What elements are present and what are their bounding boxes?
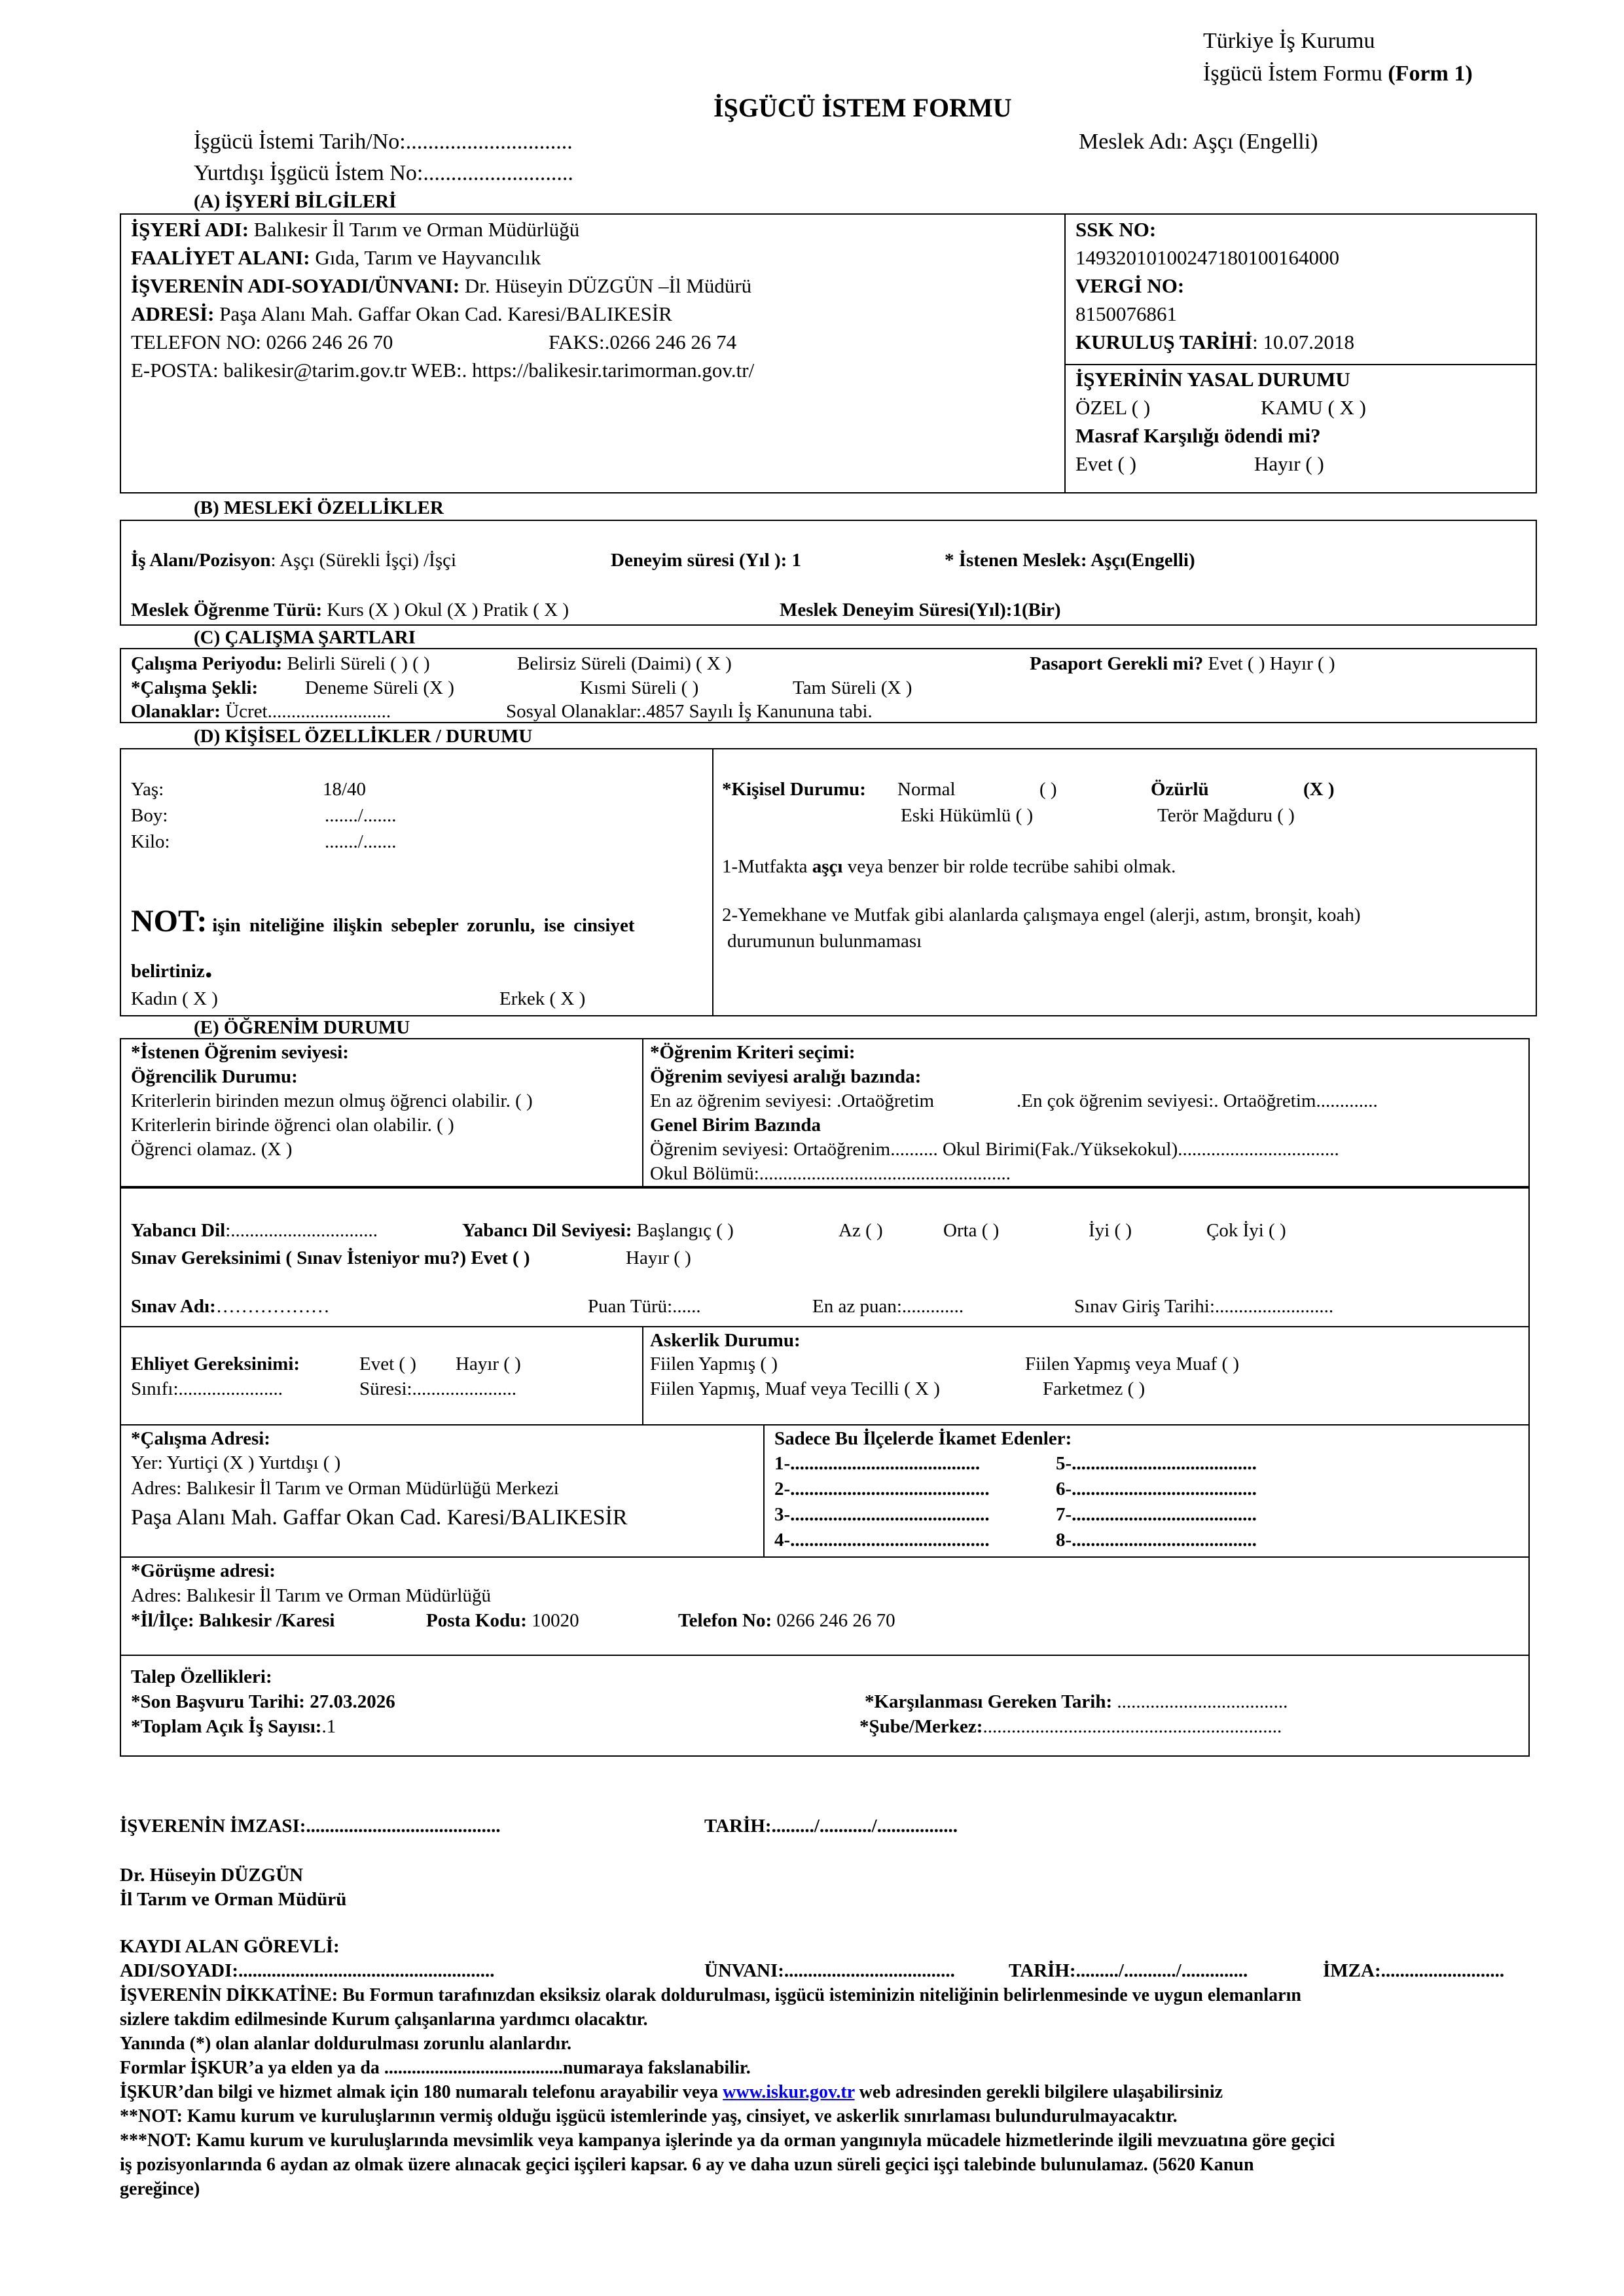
sinav-adi-row: Sınav Adı:………………	[131, 1296, 330, 1317]
ozurlu-checkbox[interactable]: (X )	[1303, 779, 1335, 800]
acik-is-row: *Toplam Açık İş Sayısı:.1	[131, 1716, 336, 1737]
is-alani-row: İş Alanı/Pozisyon: Aşçı (Sürekli İşçi) /İşçi	[131, 550, 457, 571]
pasaport-row: Pasaport Gerekli mi? Evet ( ) Hayır ( )	[1030, 653, 1335, 674]
section-e-title: (E) ÖĞRENİM DURUMU	[194, 1017, 410, 1038]
kilo-value: ......./.......	[325, 831, 397, 852]
section-a-divider	[1064, 213, 1066, 493]
gorevli-tarih: TARİH:........./.........../..............	[1009, 1960, 1248, 1981]
askerlik-muaf[interactable]: Fiilen Yapmış veya Muaf ( )	[1025, 1354, 1240, 1374]
faaliyet-alani: Gıda, Tarım ve Hayvancılık	[315, 246, 541, 269]
pasaport-options[interactable]: Evet ( ) Hayır ( )	[1208, 653, 1335, 674]
en-cok-seviye: .En çok öğrenim seviyesi:. Ortaöğretim.............	[1017, 1090, 1378, 1111]
gorevli-imza: İMZA:..........................	[1323, 1960, 1505, 1981]
ogrenme-row: Meslek Öğrenme Türü: Kurs (X ) Okul (X ) Pratik ( X )	[131, 600, 569, 620]
ilce-item: 4-..........................................	[774, 1530, 990, 1551]
dil-orta[interactable]: Orta ( )	[943, 1220, 1000, 1241]
normal-checkbox[interactable]: ( )	[1039, 779, 1057, 800]
ehliyet-top-line	[120, 1326, 1530, 1327]
isyeri-adi-row: İŞYERİ ADI: Balıkesir İl Tarım ve Orman Müdürlüğü	[131, 218, 580, 241]
ehliyet-hayir[interactable]: Hayır ( )	[456, 1354, 521, 1374]
son-basvuru-tarihi: *Son Başvuru Tarihi: 27.03.2026	[131, 1691, 395, 1712]
yasal-divider	[1064, 364, 1537, 365]
karsilanma-tarihi: ....................................	[1112, 1691, 1288, 1712]
section-d-title: (D) KİŞİSEL ÖZELLİKLER / DURUMU	[194, 726, 533, 747]
isveren-imzasi: İŞVERENİN İMZASI:.........................................	[120, 1816, 501, 1837]
sube-row: *Şube/Merkez:...............................................................	[859, 1716, 1282, 1737]
ilce-item: 1-........................................	[774, 1453, 981, 1474]
is-alani: : Aşçı (Sürekli İşçi) /İşçi	[270, 550, 457, 571]
requirement-2-cont: durumunun bulunmaması	[727, 931, 922, 952]
deneme-sureli[interactable]: Deneme Süreli (X )	[305, 677, 454, 698]
en-az-puan: En az puan:.............	[812, 1296, 964, 1317]
istenen-meslek: * İstenen Meslek: Aşçı(Engelli)	[945, 550, 1195, 571]
ogrencilik-label: Öğrencilik Durumu:	[131, 1066, 298, 1087]
imza-unvan: İl Tarım ve Orman Müdürü	[120, 1889, 347, 1910]
ogrenim-divider	[642, 1038, 643, 1187]
il-ilce: *İl/İlçe: Balıkesir /Karesi	[131, 1610, 335, 1631]
okul-bolumu: Okul Bölümü:.....................................................	[650, 1163, 1011, 1184]
isyeri-adi: Balıkesir İl Tarım ve Orman Müdürlüğü	[253, 218, 580, 241]
gorusme-telefon: 0266 246 26 70	[772, 1610, 895, 1631]
posta-kodu-row: Posta Kodu: 10020	[426, 1610, 579, 1631]
istenen-seviye-label: *İstenen Öğrenim seviyesi:	[131, 1042, 349, 1063]
boy-label: Boy:	[131, 805, 168, 826]
vergi-row: VERGİ NO:	[1075, 274, 1185, 297]
kriter-secimi-label: *Öğrenim Kriteri seçimi:	[650, 1042, 856, 1063]
sinav-giris-tarihi: Sınav Giriş Tarihi:.........................	[1074, 1296, 1334, 1317]
ilce-item: 2-..........................................	[774, 1479, 990, 1499]
page-title: İŞGÜCÜ İSTEM FORMU	[713, 93, 1012, 122]
dil-cok-iyi[interactable]: Çok İyi ( )	[1206, 1220, 1286, 1241]
zorunlu-alanlar-note: Yanında (*) olan alanlar doldurulması zorunlu alanlardır.	[120, 2034, 572, 2054]
periyot-row: Çalışma Periyodu: Belirli Süreli ( ) ( )	[131, 653, 430, 674]
section-c-title: (C) ÇALIŞMA ŞARTLARI	[194, 627, 416, 648]
sinav-hayir[interactable]: Hayır ( )	[626, 1247, 691, 1268]
teror-magduru-checkbox[interactable]: Terör Mağduru ( )	[1157, 805, 1295, 826]
olanaklar-row: Olanaklar: Ücret..........................	[131, 701, 391, 722]
form-name-text: İşgücü İstem Formu	[1203, 62, 1382, 86]
imza-tarihi: TARİH:........./.........../.................	[704, 1816, 958, 1837]
iskur-link[interactable]: www.iskur.gov.tr	[723, 2082, 855, 2102]
not-heading: NOT:	[131, 904, 208, 939]
kadin-checkbox[interactable]: Kadın ( X )	[131, 988, 218, 1009]
sinav-gereksinimi[interactable]: Sınav Gereksinimi ( Sınav İsteniyor mu?) Evet ( )	[131, 1247, 530, 1268]
puan-turu: Puan Türü:......	[588, 1296, 701, 1317]
ssk-label: SSK NO:	[1075, 218, 1157, 241]
askerlik-fiilen[interactable]: Fiilen Yapmış ( )	[650, 1354, 778, 1374]
adres-top-line	[120, 1424, 1530, 1426]
cinsiyet-not	[131, 902, 635, 941]
section-a-title: (A) İŞYERİ BİLGİLERİ	[194, 191, 397, 212]
ilce-list-left	[774, 1451, 990, 1553]
askerlik-tecilli[interactable]: Fiilen Yapmış, Muaf veya Tecilli ( X )	[650, 1378, 940, 1399]
eski-hukumlu-checkbox[interactable]: Eski Hükümlü ( )	[901, 805, 1034, 826]
dil-baslangic[interactable]: Başlangıç ( )	[636, 1220, 734, 1241]
masraf-hayir-checkbox[interactable]: Hayır ( )	[1254, 452, 1324, 475]
kilo-label: Kilo:	[131, 831, 170, 852]
kisisel-durum-label: *Kişisel Durumu:	[722, 779, 866, 800]
askerlik-label: Askerlik Durumu:	[650, 1330, 801, 1351]
sinav-adi: ………………	[215, 1296, 330, 1317]
telefon-no: TELEFON NO: 0266 246 26 70	[131, 331, 393, 353]
genel-birim-label: Genel Birim Bazında	[650, 1115, 821, 1136]
ucret: Ücret..........................	[225, 701, 391, 722]
ilce-item: 6-.......................................	[1056, 1479, 1257, 1499]
ogrenim-seviyesi: Öğrenim seviyesi: Ortaöğrenim.......... Okul Birimi(Fak./Yüksekokul)..................................	[650, 1139, 1339, 1160]
talep-top-line	[120, 1655, 1530, 1656]
yabanci-dil: :...............................	[225, 1220, 378, 1241]
iskur-note: İŞKUR’dan bilgi ve hizmet almak için 180 numaralı telefonu arayabilir veya www.iskur.gov.tr web adresinden gerekli bilgilere ulaşabilirsiniz	[120, 2082, 1223, 2102]
erkek-checkbox[interactable]: Erkek ( X )	[499, 988, 586, 1009]
ilce-item: 5-.......................................	[1056, 1453, 1257, 1474]
section-b-title: (B) MESLEKİ ÖZELLİKLER	[194, 497, 444, 518]
faaliyet-row: FAALİYET ALANI: Gıda, Tarım ve Hayvancılık	[131, 246, 541, 269]
masraf-evet-checkbox[interactable]: Evet ( )	[1075, 452, 1136, 475]
dil-seviye-row: Yabancı Dil Seviyesi: Başlangıç ( )	[462, 1220, 734, 1241]
faks-note: Formlar İŞKUR’a ya elden ya da .......................................numaraya fakslanabilir.	[120, 2058, 751, 2078]
kismi-sureli[interactable]: Kısmi Süreli ( )	[580, 677, 699, 698]
belirtiniz-row: belirtiniz.	[131, 950, 213, 984]
calisma-adres-1: Adres: Balıkesir İl Tarım ve Orman Müdürlüğü Merkezi	[131, 1478, 559, 1499]
kriter-mezun[interactable]: Kriterlerin birinden mezun olmuş öğrenci olabilir. ( )	[131, 1090, 533, 1111]
isyeri-adresi: Paşa Alanı Mah. Gaffar Okan Cad. Karesi/BALIKESİR	[219, 302, 672, 325]
kriter-ogrenci-olamaz[interactable]: Öğrenci olamaz. (X )	[131, 1139, 293, 1160]
posta-kodu: 10020	[526, 1610, 579, 1631]
ilce-item: 8-.......................................	[1056, 1530, 1257, 1551]
calisma-adres-2: Paşa Alanı Mah. Gaffar Okan Cad. Karesi/BALIKESİR	[131, 1505, 628, 1530]
istem-tarih-no: İşgücü İstemi Tarih/No:..............................	[194, 130, 573, 154]
isveren-adi: Dr. Hüseyin DÜZGÜN –İl Müdürü	[464, 274, 752, 297]
dikkat-line-2: sizlere takdim edilmesinde Kurum çalışanlarına yardımcı olacaktır.	[120, 2009, 648, 2030]
faks-no: FAKS:.0266 246 26 74	[549, 331, 737, 353]
ehliyet-evet[interactable]: Evet ( )	[359, 1354, 416, 1374]
kurulus-tarihi: : 10.07.2018	[1252, 331, 1355, 353]
not-gecici-1: ***NOT: Kamu kurum ve kuruluşlarında mevsimlik veya kampanya işlerinde ya da orman yangınıyla mücadele hizmetlerinde ilgili mevzuatına göre geçici	[120, 2130, 1335, 2151]
gorusme-telefon-row: Telefon No: 0266 246 26 70	[678, 1610, 895, 1631]
ogrenme-turu[interactable]: Kurs (X ) Okul (X ) Pratik ( X )	[327, 600, 569, 620]
belirli-sureli[interactable]: Belirli Süreli ( ) ( )	[287, 653, 430, 674]
talep-label: Talep Özellikleri:	[131, 1666, 272, 1687]
ehliyet-sinifi: Sınıfı:......................	[131, 1378, 283, 1399]
sube-merkez: ...............................................................	[983, 1716, 1282, 1737]
gorevli-unvani: ÜNVANI:....................................	[704, 1960, 955, 1981]
ozurlu-label: Özürlü	[1151, 779, 1209, 800]
calisma-adresi-label: *Çalışma Adresi:	[131, 1428, 270, 1449]
yabanci-dil-row: Yabancı Dil:...............................	[131, 1220, 378, 1241]
ehliyet-suresi: Süresi:......................	[359, 1378, 517, 1399]
tam-sureli[interactable]: Tam Süreli (X )	[793, 677, 912, 698]
ozel-checkbox[interactable]: ÖZEL ( )	[1075, 396, 1151, 419]
masraf-label: Masraf Karşılığı ödendi mi?	[1075, 424, 1321, 447]
ilce-item: 7-.......................................	[1056, 1504, 1257, 1525]
ilce-list-right	[1056, 1451, 1257, 1553]
agency-name: Türkiye İş Kurumu	[1203, 29, 1375, 53]
form-name	[1203, 60, 1473, 88]
gorusme-top-line	[120, 1556, 1530, 1558]
eposta-web: E-POSTA: balikesir@tarim.gov.tr WEB:. https://balikesir.tarimorman.gov.tr/	[131, 359, 755, 382]
ehliyet-divider	[642, 1326, 643, 1424]
ssk-no: 149320101002471801001640​00	[1075, 246, 1339, 269]
section-d-divider	[712, 748, 713, 1016]
adres-divider	[763, 1424, 765, 1556]
aralik-label: Öğrenim seviyesi aralığı bazında:	[650, 1066, 922, 1087]
normal-label: Normal	[897, 779, 956, 800]
acik-is-sayisi: .1	[321, 1716, 336, 1737]
vergi-no: 8150076861	[1075, 302, 1177, 325]
requirement-2: 2-Yemekhane ve Mutfak gibi alanlarda çalışmaya engel (alerji, astım, bronşit, koah)	[722, 905, 1361, 925]
boy-value: ......./.......	[325, 805, 397, 826]
isveren-row: İŞVERENİN ADI-SOYADI/ÜNVANI: Dr. Hüseyin DÜZGÜN –İl Müdürü	[131, 274, 752, 297]
kriter-ogrenci[interactable]: Kriterlerin birinde öğrenci olan olabilir. ( )	[131, 1115, 454, 1136]
yas-label: Yaş:	[131, 779, 164, 800]
deneyim-suresi: Deneyim süresi (Yıl ): 1	[611, 550, 802, 571]
ehliyet-label: Ehliyet Gereksinimi:	[131, 1354, 300, 1374]
yas-value: 18/40	[323, 779, 367, 800]
gorusme-adres: Adres: Balıkesir İl Tarım ve Orman Müdürlüğü	[131, 1585, 491, 1606]
belirsiz-sureli[interactable]: Belirsiz Süreli (Daimi) ( X )	[517, 653, 732, 674]
ilce-item: 3-..........................................	[774, 1504, 990, 1525]
meslek-deneyim-suresi: Meslek Deneyim Süresi(Yıl):1(Bir)	[780, 600, 1061, 620]
kamu-checkbox[interactable]: KAMU ( X )	[1261, 396, 1367, 419]
yasal-durum-label: İŞYERİNİN YASAL DURUMU	[1075, 368, 1350, 391]
dikkat-line-1: İŞVERENİN DİKKATİNE: Bu Formun tarafınızdan eksiksiz olarak doldurulması, işgücü isteminizin niteliğinin belirlenmesinde ve uygun elemanların	[120, 1985, 1301, 2005]
gorusme-label: *Görüşme adresi:	[131, 1560, 276, 1581]
requirement-1: 1-Mutfakta aşçı veya benzer bir rolde tecrübe sahibi olmak.	[722, 856, 1176, 877]
dil-iyi[interactable]: İyi ( )	[1089, 1220, 1132, 1241]
not-text: işin niteliğine ilişkin sebepler zorunlu, ise cinsiyet	[212, 915, 635, 936]
sosyal-olanaklar: Sosyal Olanaklar:.4857 Sayılı İş Kanununa tabi.	[506, 701, 873, 722]
askerlik-farketmez[interactable]: Farketmez ( )	[1043, 1378, 1146, 1399]
form-code: (Form 1)	[1388, 62, 1473, 86]
yer-options[interactable]: Yer: Yurtiçi (X ) Yurtdışı ( )	[131, 1452, 341, 1473]
gorevli-adi-soyadi: ADI/SOYADI:......................................................	[120, 1960, 495, 1981]
ikamet-label: Sadece Bu İlçelerde İkamet Edenler:	[774, 1428, 1072, 1449]
calisma-sekli-label: *Çalışma Şekli:	[131, 677, 259, 698]
kaydi-alan-label: KAYDI ALAN GÖREVLİ:	[120, 1936, 340, 1957]
kurulus-row: KURULUŞ TARİHİ: 10.07.2018	[1075, 331, 1355, 353]
en-az-seviye: En az öğrenim seviyesi: .Ortaöğretim	[650, 1090, 935, 1111]
dil-az[interactable]: Az ( )	[839, 1220, 883, 1241]
karsilanma-row: *Karşılanması Gereken Tarih: ....................................	[865, 1691, 1288, 1712]
not-gecici-2: iş pozisyonlarında 6 aydan az olmak üzere alınacak geçici işçileri kapsar. 6 ay ve daha uzun süreli geçici işçi talebinde bulunulamaz. (5620 Kanun	[120, 2155, 1254, 2175]
not-gecici-3: gereğince)	[120, 2179, 200, 2199]
adres-row: ADRESİ: Paşa Alanı Mah. Gaffar Okan Cad. Karesi/BALIKESİR	[131, 302, 672, 325]
meslek-adi: Meslek Adı: Aşçı (Engelli)	[1079, 130, 1318, 154]
not-kamu-sinirlama: **NOT: Kamu kurum ve kuruluşlarının vermiş olduğu işgücü istemlerinde yaş, cinsiyet, ve askerlik sınırlaması bulundurulmayacaktır.	[120, 2106, 1178, 2126]
yurtdisi-istem-no: Yurtdışı İşgücü İstem No:...........................	[194, 161, 573, 185]
imza-ad: Dr. Hüseyin DÜZGÜN	[120, 1865, 304, 1886]
